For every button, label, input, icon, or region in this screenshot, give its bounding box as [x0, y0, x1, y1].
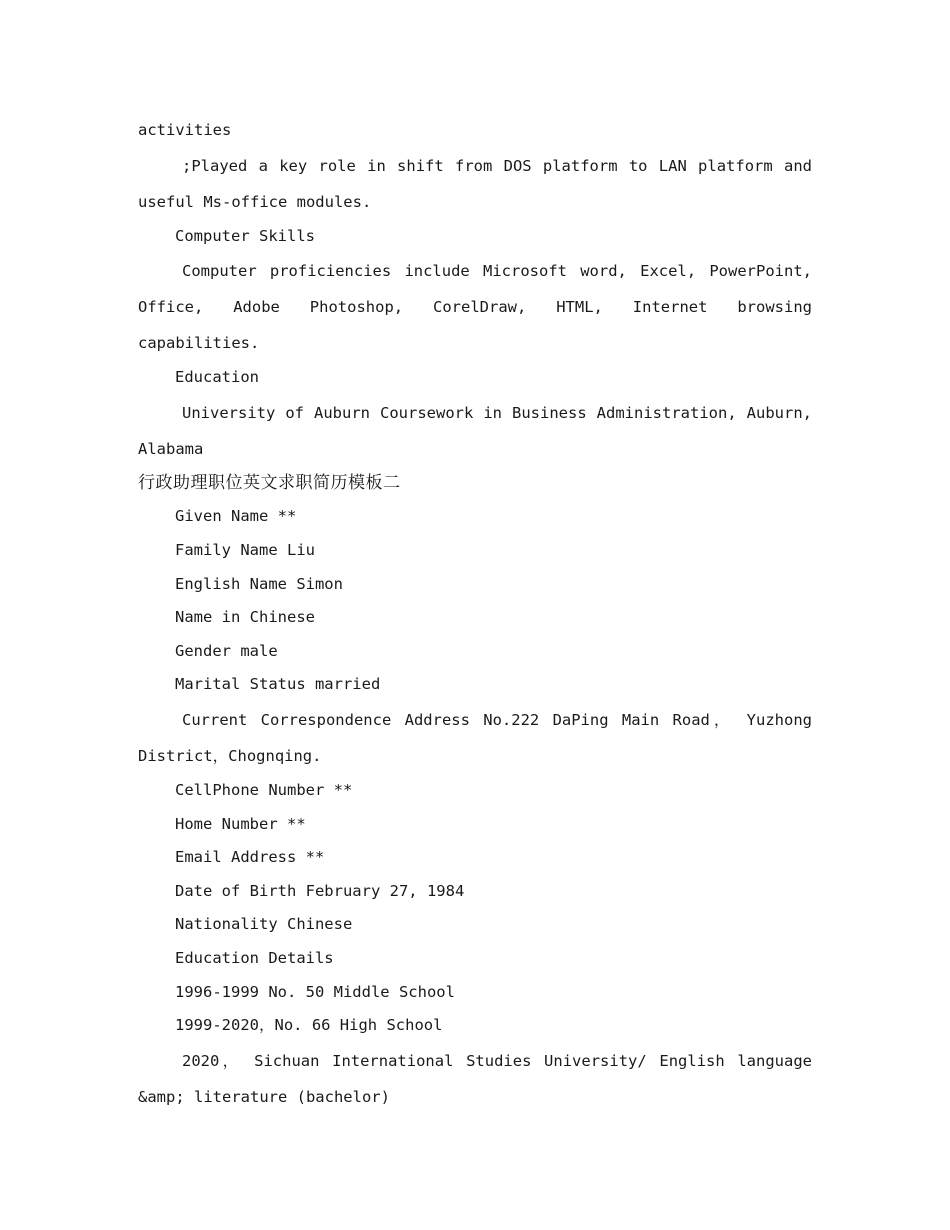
- field-date-of-birth: Date of Birth February 27, 1984: [175, 881, 465, 900]
- field-marital-status: Marital Status married: [175, 675, 381, 694]
- field-family-name: Family Name Liu: [175, 540, 315, 559]
- education-item-high-school: 1999-2020，No. 66 High School: [175, 1016, 443, 1035]
- text-computer-proficiencies: Computer proficiencies include Microsoft word, Excel, PowerPoint, Office, Adobe Photoshop, CorelDraw, HTML, Internet browsing capabilities.: [138, 262, 812, 353]
- text-line-activities: activities: [138, 121, 232, 139]
- field-name-in-chinese: Name in Chinese: [175, 608, 315, 627]
- text-played-key-role: ;Played a key role in shift from DOS platform to LAN platform and useful Ms-office modules.: [138, 156, 812, 211]
- field-gender: Gender male: [175, 641, 278, 660]
- field-cellphone: CellPhone Number **: [175, 780, 353, 799]
- education-item-middle-school: 1996-1999 No. 50 Middle School: [175, 982, 455, 1001]
- document-page: [138, 114, 812, 1115]
- education-item-university: 2020， Sichuan International Studies University/ English language &amp; literature (bachelor): [138, 1051, 812, 1106]
- field-nationality: Nationality Chinese: [175, 915, 353, 934]
- section-title-template-two: 行政助理职位英文求职简历模板二: [138, 472, 401, 493]
- heading-computer-skills: Computer Skills: [175, 226, 315, 245]
- heading-education: Education: [175, 368, 259, 387]
- heading-education-details: Education Details: [175, 948, 334, 967]
- field-home-number: Home Number **: [175, 814, 306, 833]
- field-correspondence-address: Current Correspondence Address No.222 DaPing Main Road， Yuzhong District，Chognqing.: [138, 710, 812, 765]
- field-english-name: English Name Simon: [175, 574, 343, 593]
- field-given-name: Given Name **: [175, 507, 297, 526]
- text-university-auburn: University of Auburn Coursework in Business Administration, Auburn, Alabama: [138, 403, 812, 458]
- field-email: Email Address **: [175, 848, 325, 867]
